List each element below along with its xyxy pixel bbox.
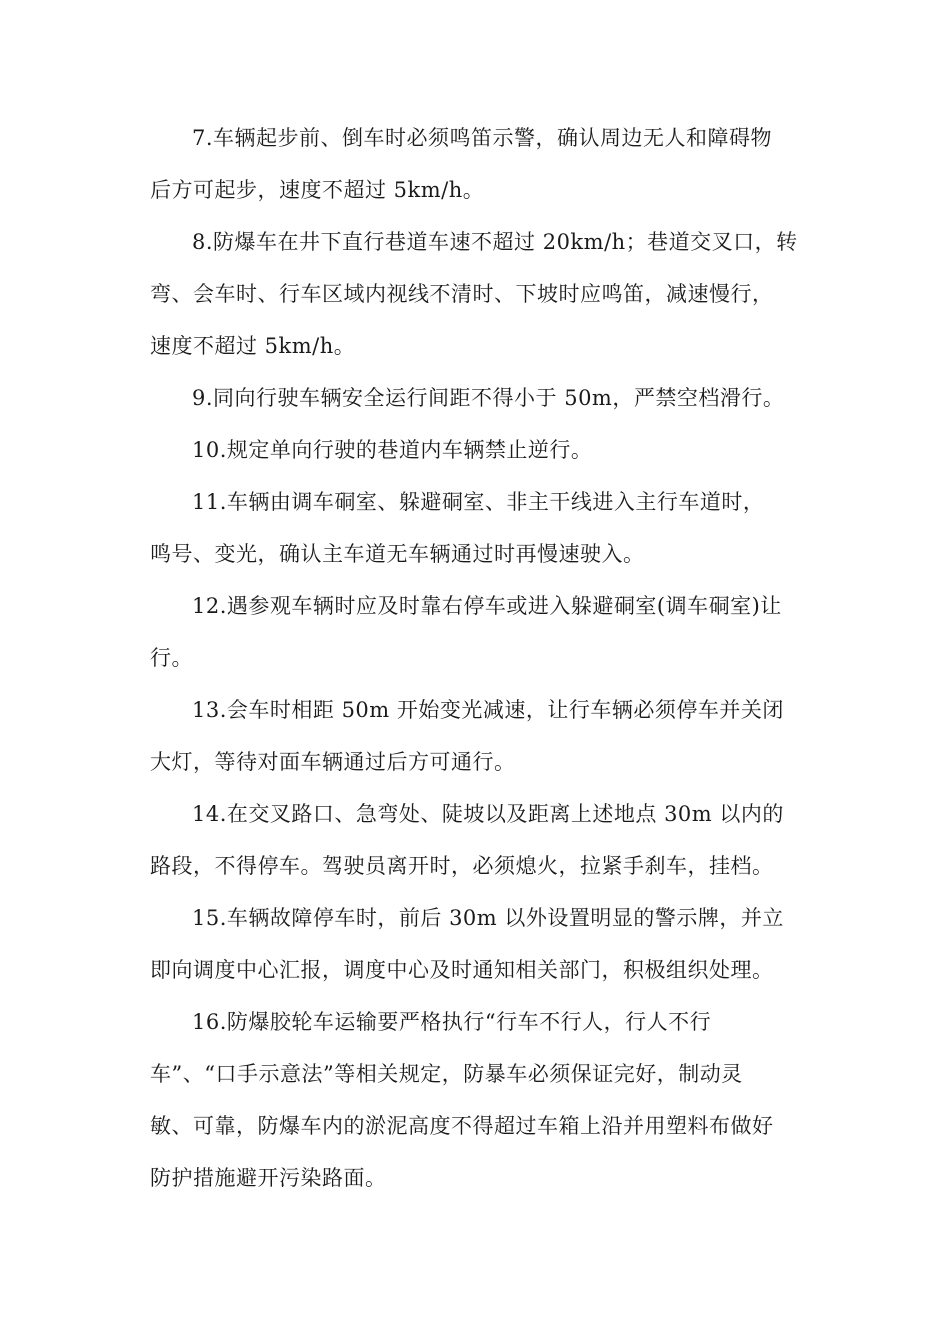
paragraph-line: 大灯，等待对面车辆通过后方可通行。 xyxy=(150,750,516,774)
paragraph-line: 即向调度中心汇报，调度中心及时通知相关部门，积极组织处理。 xyxy=(150,958,774,982)
paragraph-rule-16 xyxy=(150,996,800,1204)
paragraph-line: 弯、会车时、行车区域内视线不清时、下坡时应鸣笛，减速慢行， xyxy=(150,282,774,306)
document-body xyxy=(150,112,800,1204)
paragraph-line: 防护措施避开污染路面。 xyxy=(150,1166,387,1190)
paragraph-line: 13.会车时相距 50m 开始变光减速，让行车辆必须停车并关闭 xyxy=(192,698,784,722)
paragraph-line: 7.车辆起步前、倒车时必须鸣笛示警，确认周边无人和障碍物 xyxy=(192,126,773,150)
paragraph-line: 12.遇参观车辆时应及时靠右停车或进入躲避硐室(调车硐室)让 xyxy=(192,594,782,618)
paragraph-line: 9.同向行驶车辆安全运行间距不得小于 50m，严禁空档滑行。 xyxy=(192,386,785,410)
paragraph-line: 16.防爆胶轮车运输要严格执行“行车不行人，行人不行 xyxy=(192,1010,712,1034)
paragraph-line: 行。 xyxy=(150,646,193,670)
paragraph-line: 敏、可靠，防爆车内的淤泥高度不得超过车箱上沿并用塑料布做好 xyxy=(150,1114,774,1138)
paragraph-line: 8.防爆车在井下直行巷道车速不超过 20km/h；巷道交叉口，转 xyxy=(192,230,798,254)
paragraph-rule-11 xyxy=(150,476,800,580)
paragraph-rule-7 xyxy=(150,112,800,216)
paragraph-line: 后方可起步，速度不超过 5km/h。 xyxy=(150,178,485,202)
paragraph-rule-13 xyxy=(150,684,800,788)
paragraph-line: 路段，不得停车。驾驶员离开时，必须熄火，拉紧手刹车，挂档。 xyxy=(150,854,774,878)
paragraph-line: 车”、“口手示意法”等相关规定，防暴车必须保证完好，制动灵 xyxy=(150,1062,743,1086)
paragraph-rule-9 xyxy=(150,372,800,424)
paragraph-line: 速度不超过 5km/h。 xyxy=(150,334,356,358)
paragraph-rule-14 xyxy=(150,788,800,892)
paragraph-line: 15.车辆故障停车时，前后 30m 以外设置明显的警示牌，并立 xyxy=(192,906,784,930)
paragraph-line: 10.规定单向行驶的巷道内车辆禁止逆行。 xyxy=(192,438,593,462)
paragraph-rule-15 xyxy=(150,892,800,996)
paragraph-rule-12 xyxy=(150,580,800,684)
paragraph-rule-10 xyxy=(150,424,800,476)
paragraph-line: 鸣号、变光，确认主车道无车辆通过时再慢速驶入。 xyxy=(150,542,645,566)
paragraph-line: 11.车辆由调车硐室、躲避硐室、非主干线进入主行车道时， xyxy=(192,490,765,514)
paragraph-rule-8 xyxy=(150,216,800,372)
paragraph-line: 14.在交叉路口、急弯处、陡坡以及距离上述地点 30m 以内的 xyxy=(192,802,784,826)
